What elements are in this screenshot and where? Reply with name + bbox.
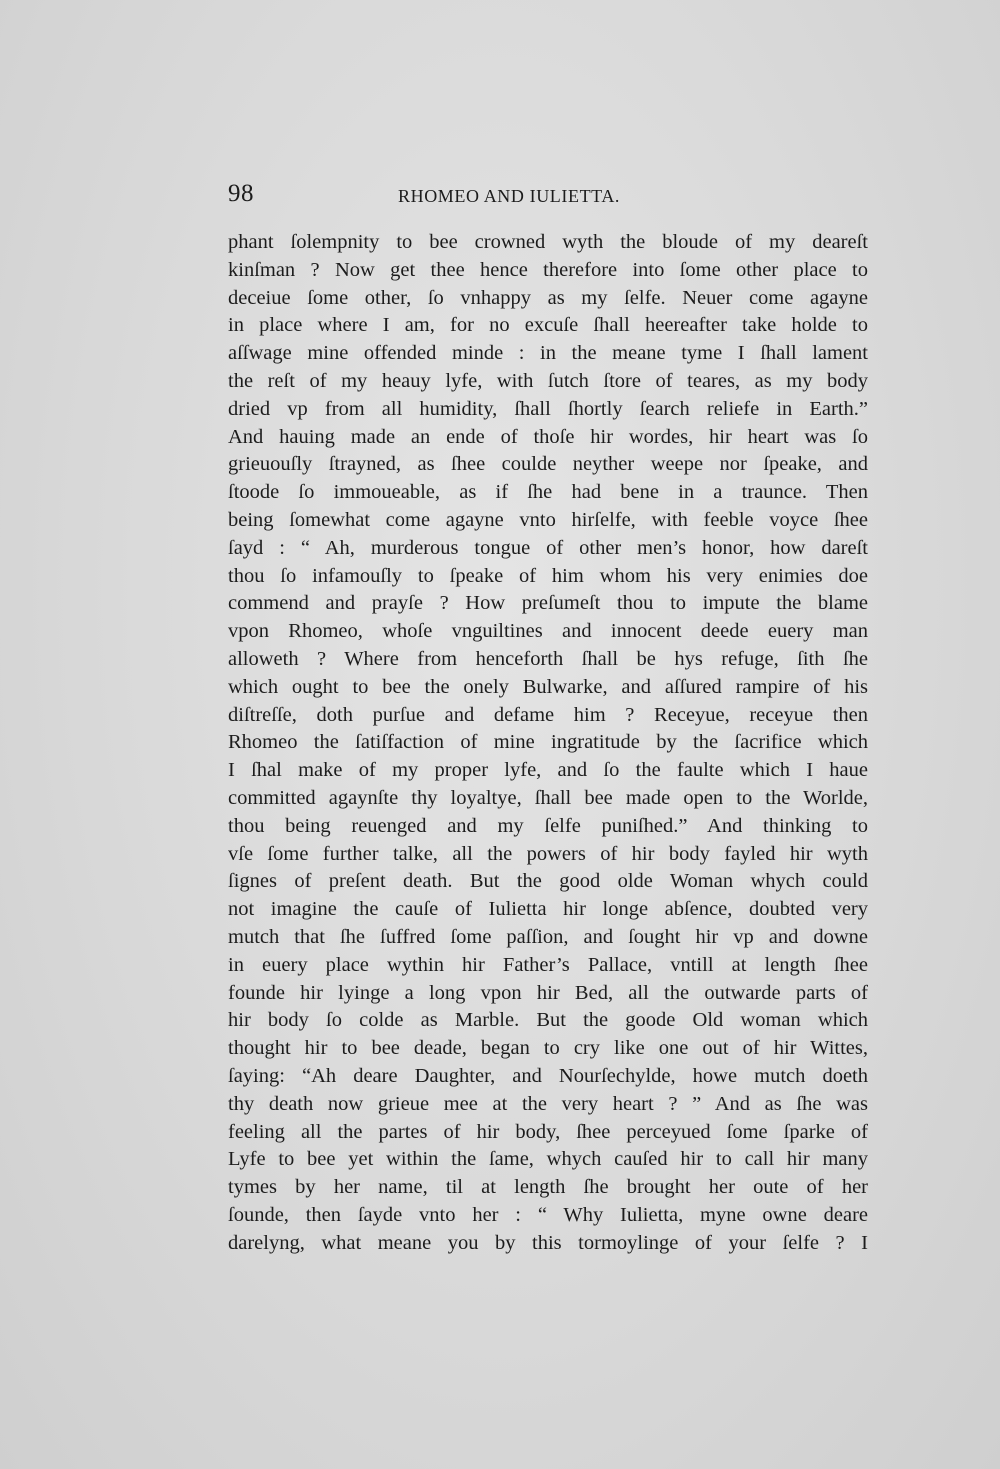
text-line: mutch that ſhe ſuffred ſome paſſion, and ſought hir vp and downe (228, 925, 868, 948)
text-line: Rhomeo the ſatiſfaction of mine ingratitude by the ſacrifice which (228, 731, 868, 754)
text-line: aſſwage mine offended minde : in the meane tyme I ſhall lament (228, 342, 868, 365)
text-line: committed agaynſte thy loyaltye, ſhall bee made open to the Worlde, (228, 786, 868, 809)
text-line: dried vp from all humidity, ſhall ſhortly ſearch reliefe in Earth.” (228, 397, 868, 420)
text-line: which ought to bee the onely Bulwarke, and aſſured rampire of his (228, 675, 868, 698)
text-line: thou ſo infamouſly to ſpeake of him whom his very enimies doe (228, 564, 868, 587)
text-line: vpon Rhomeo, whoſe vnguiltines and innocent deede euery man (228, 620, 868, 643)
text-line: ſayd : “ Ah, murderous tongue of other men’s honor, how dareſt (228, 536, 868, 559)
text-line: I ſhal make of my proper lyfe, and ſo the faulte which I haue (228, 759, 868, 782)
text-line: ſaying: “Ah deare Daughter, and Nourſechylde, howe mutch doeth (228, 1064, 868, 1087)
text-line: thou being reuenged and my ſelfe puniſhed.” And thinking to (228, 814, 868, 837)
text-line: kinſman ? Now get thee hence therefore into ſome other place to (228, 258, 868, 281)
text-line: And hauing made an ende of thoſe hir wordes, hir heart was ſo (228, 425, 868, 448)
text-line: diſtreſſe, doth purſue and defame him ? Receyue, receyue then (228, 703, 868, 726)
text-line: founde hir lyinge a long vpon hir Bed, all the outwarde parts of (228, 981, 868, 1004)
text-line: thy death now grieue mee at the very heart ? ” And as ſhe was (228, 1092, 868, 1115)
text-line: phant ſolempnity to bee crowned wyth the bloude of my deareſt (228, 231, 868, 253)
text-line: ſounde, then ſayde vnto her : “ Why Iulietta, myne owne deare (228, 1203, 868, 1226)
text-line: ſtoode ſo immoueable, as if ſhe had bene in a traunce. Then (228, 481, 868, 504)
text-line: ſignes of preſent death. But the good olde Woman whych could (228, 870, 868, 893)
text-line: commend and prayſe ? How preſumeſt thou to impute the blame (228, 592, 868, 615)
text-line: in euery place wythin hir Father’s Pallace, vntill at length ſhee (228, 953, 868, 976)
text-line: darelyng, what meane you by this tormoylinge of your ſelfe ? I (228, 1231, 868, 1254)
text-line: in place where I am, for no excuſe ſhall heereafter take holde to (228, 314, 868, 337)
body-text (228, 229, 868, 1257)
text-line: grieuouſly ſtrayned, as ſhee coulde neyther weepe nor ſpeake, and (228, 453, 868, 476)
text-line: tymes by her name, til at length ſhe brought her oute of her (228, 1176, 868, 1199)
text-line: being ſomewhat come agayne vnto hirſelfe, with feeble voyce ſhee (228, 508, 868, 531)
text-line: vſe ſome further talke, all the powers of hir body fayled hir wyth (228, 842, 868, 865)
running-head (228, 180, 868, 216)
text-line: thought hir to bee deade, began to cry like one out of hir Wittes, (228, 1037, 868, 1060)
page-number: 98 (228, 180, 254, 207)
text-line: not imagine the cauſe of Iulietta hir longe abſence, doubted very (228, 898, 868, 921)
running-title: RHOMEO AND IULIETTA. (398, 186, 621, 206)
text-line: deceiue ſome other, ſo vnhappy as my ſelfe. Neuer come agayne (228, 286, 868, 309)
text-line: alloweth ? Where from henceforth ſhall be hys refuge, ſith ſhe (228, 647, 868, 670)
text-line: feeling all the partes of hir body, ſhee perceyued ſome ſparke of (228, 1120, 868, 1143)
text-line: Lyfe to bee yet within the ſame, whych cauſed hir to call hir many (228, 1148, 868, 1171)
text-line: the reſt of my heauy lyfe, with ſutch ſtore of teares, as my body (228, 369, 868, 392)
text-line: hir body ſo colde as Marble. But the goode Old woman which (228, 1009, 868, 1032)
